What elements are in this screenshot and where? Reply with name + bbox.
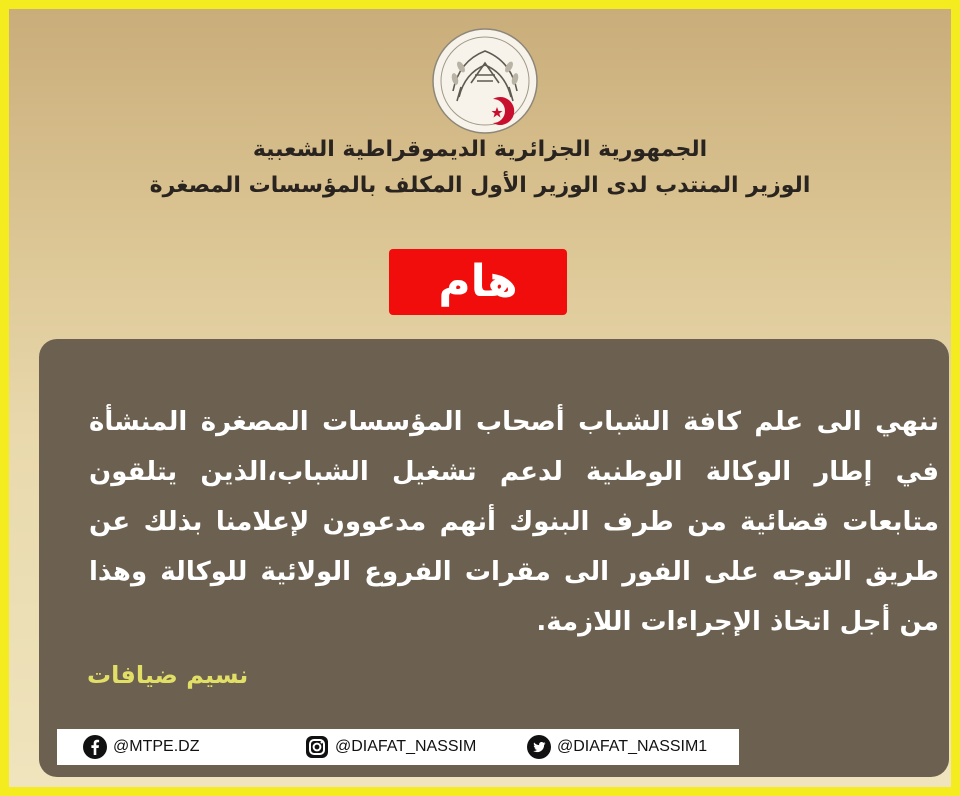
national-emblem-icon bbox=[431, 27, 539, 135]
announcement-panel bbox=[39, 339, 949, 777]
instagram-icon bbox=[305, 735, 329, 759]
important-badge: هام bbox=[389, 249, 567, 315]
social-twitter[interactable] bbox=[527, 729, 707, 765]
signature: نسيم ضيافات bbox=[87, 661, 249, 689]
announcement-card bbox=[9, 9, 951, 787]
instagram-handle: @DIAFAT_NASSIM bbox=[335, 738, 477, 755]
twitter-icon bbox=[527, 735, 551, 759]
facebook-handle: @MTPE.DZ bbox=[113, 738, 200, 755]
ministry-title: الوزير المنتدب لدى الوزير الأول المكلف بالمؤسسات المصغرة bbox=[149, 173, 811, 198]
announcement-text: ننهي الى علم كافة الشباب أصحاب المؤسسات المصغرة المنشأة في إطار الوكالة الوطنية لدعم تشغيل الشباب،الذين يتلقون متابعات قضائية من طرف البنوك أنهم مدعوون لإعلامنا بذلك عن طريق التوجه على الفور الى مقرات الفروع الولائية للوكالة وهذا من أجل اتخاذ الإجراءات اللازمة. bbox=[89, 407, 939, 637]
social-facebook[interactable] bbox=[83, 729, 199, 765]
social-instagram[interactable] bbox=[305, 729, 476, 765]
social-bar bbox=[57, 729, 739, 765]
facebook-icon bbox=[83, 735, 107, 759]
twitter-handle: @DIAFAT_NASSIM1 bbox=[557, 738, 708, 755]
country-title: الجمهورية الجزائرية الديموقراطية الشعبية bbox=[252, 137, 708, 162]
